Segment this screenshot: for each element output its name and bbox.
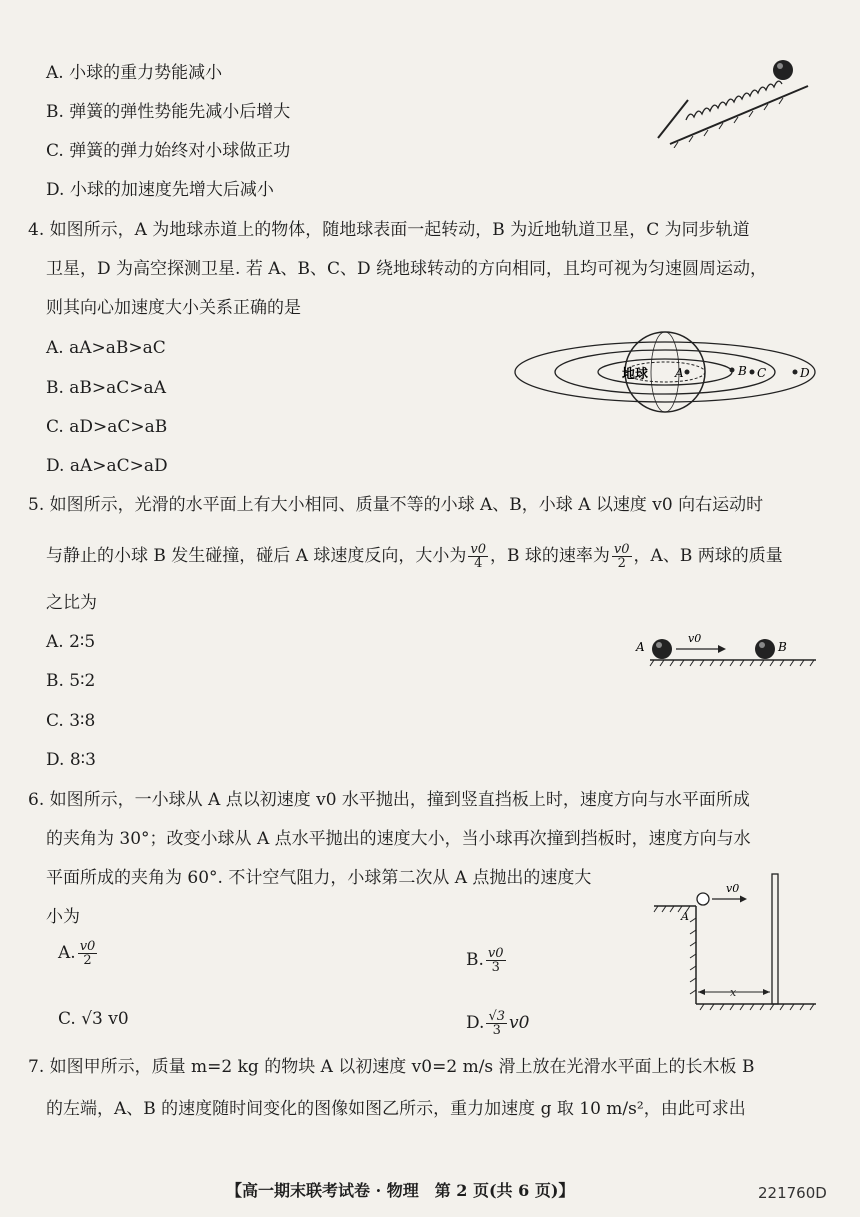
point-a-label: A — [681, 910, 689, 923]
fraction-v0-over-2: $\frac{v0}{2}$ — [613, 542, 630, 571]
q5-stem-line3: 之比为 — [46, 593, 97, 613]
q5-option-a: A. 2∶5 — [46, 632, 96, 652]
q4-option-d: D. aA>aC>aD — [46, 456, 168, 476]
label-c: C — [757, 366, 767, 380]
ball-a-label: A — [636, 640, 645, 654]
q4-option-b: B. aB>aC>aA — [46, 378, 166, 398]
vertical-board — [772, 874, 778, 1004]
q3-option-c: C. 弹簧的弹力始终对小球做正功 — [46, 141, 291, 161]
label-d: D — [800, 366, 810, 380]
ball-b-label: B — [778, 640, 787, 654]
q6-option-a: A. $\frac{v0}{2}$ — [58, 939, 96, 968]
orbit-b — [598, 359, 732, 385]
q4-stem-line2: 卫星，D 为高空探测卫星. 若 A、B、C、D 绕地球转动的方向相同，且均可视为匀速圆周运动， — [46, 259, 768, 279]
page-footer: 【高一期末联考试卷 · 物理 第 2 页(共 6 页)】 — [226, 1181, 575, 1200]
exam-code: 221760D — [758, 1184, 827, 1202]
spring-incline-figure — [648, 48, 818, 148]
q5-option-d: D. 8∶3 — [46, 750, 96, 770]
spring — [686, 81, 782, 120]
orbit-d — [515, 342, 815, 402]
q6-stem-line2: 的夹角为 30°；改变小球从 A 点水平抛出的速度大小，当小球再次撞到挡板时，速度方向与水 — [46, 829, 751, 849]
q6-stem-line3: 平面所成的夹角为 60°. 不计空气阻力，小球第二次从 A 点抛出的速度大 — [46, 868, 592, 888]
q6-option-d: D. $\frac{√3}{3}$ v0 — [466, 1009, 530, 1038]
q7-stem-line1: 7. 如图甲所示，质量 m=2 kg 的物块 A 以初速度 v0=2 m/s 滑上放在光滑水平面上的长木板 B — [28, 1057, 755, 1077]
q5-option-b: B. 5∶2 — [46, 671, 96, 691]
earth-label: 地球 — [622, 367, 649, 382]
label-b: B — [738, 364, 747, 378]
q4-stem-line1: 4. 如图所示，A 为地球赤道上的物体，随地球表面一起转动，B 为近地轨道卫星，C 为同步轨道 — [28, 220, 750, 240]
distance-x-label: x — [730, 986, 737, 999]
ball — [773, 60, 793, 80]
projectile-ball — [697, 893, 709, 905]
incline-wall — [658, 100, 688, 138]
q4-option-c: C. aD>aC>aB — [46, 417, 168, 437]
q3-option-a: A. 小球的重力势能减小 — [46, 63, 223, 83]
q6-option-b: B. $\frac{v0}{3}$ — [466, 946, 504, 975]
q6-stem-line1: 6. 如图所示，一小球从 A 点以初速度 v0 水平抛出，撞到竖直挡板上时，速度方向与水平面所成 — [28, 790, 750, 810]
orbit-figure — [512, 322, 818, 422]
projectile-figure — [650, 868, 820, 1018]
q7-stem-line2: 的左端，A、B 的速度随时间变化的图像如图乙所示，重力加速度 g 取 10 m/s²，由此可求出 — [46, 1099, 746, 1119]
q5-stem-line1: 5. 如图所示，光滑的水平面上有大小相同、质量不等的小球 A、B，小球 A 以速度 v0 向右运动时 — [28, 495, 764, 515]
q6-stem-line4: 小为 — [46, 907, 80, 927]
q3-option-d: D. 小球的加速度先增大后减小 — [46, 180, 274, 200]
collision-figure — [632, 628, 818, 672]
q4-stem-line3: 则其向心加速度大小关系正确的是 — [46, 298, 301, 318]
q4-option-a: A. aA>aB>aC — [46, 338, 166, 358]
v0-label: v0 — [726, 882, 740, 895]
fraction-v0-over-4: $\frac{v0}{4}$ — [470, 542, 487, 571]
label-a: A — [675, 366, 684, 380]
ball-b — [755, 639, 775, 659]
q3-option-b: B. 弹簧的弹性势能先减小后增大 — [46, 102, 291, 122]
q5-option-c: C. 3∶8 — [46, 711, 96, 731]
ball-a — [652, 639, 672, 659]
incline-surface — [670, 86, 808, 144]
q6-option-c: C. √3 v0 — [58, 1009, 129, 1029]
q5-stem-line2: 与静止的小球 B 发生碰撞，碰后 A 球速度反向，大小为 $\frac{v0}{4}$ ，B 球的速率为 $\frac{v0}{2}$ ，A、B 两球的质量 — [46, 542, 783, 571]
v0-label: v0 — [688, 632, 702, 645]
